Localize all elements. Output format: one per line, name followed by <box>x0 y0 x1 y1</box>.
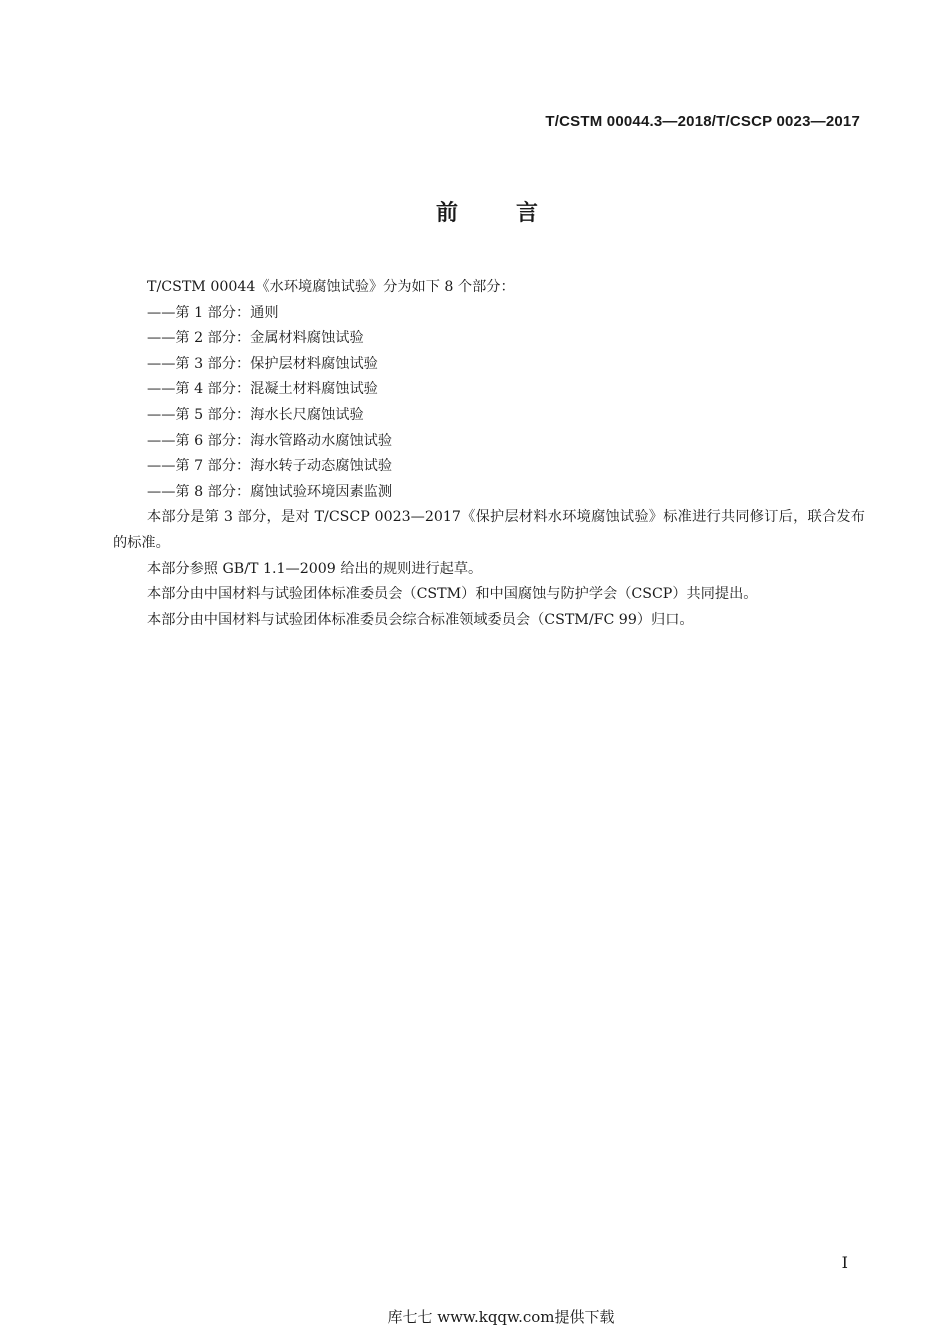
list-item: ——第 4 部分：混凝土材料腐蚀试验 <box>147 381 378 398</box>
standard-code: T/CSTM 00044.3—2018/T/CSCP 0023—2017 <box>545 113 860 130</box>
footer-watermark: 库七七 www.kqqw.com提供下载 <box>387 1308 615 1326</box>
page-number: I <box>841 1253 848 1272</box>
list-item: ——第 7 部分：海水转子动态腐蚀试验 <box>147 458 393 475</box>
proposer-paragraph: 本部分由中国材料与试验团体标准委员会（CSTM）和中国腐蚀与防护学会（CSCP）共同提出。 <box>147 586 758 603</box>
list-item: ——第 2 部分：金属材料腐蚀试验 <box>147 330 364 347</box>
page-title: 前言 <box>435 201 596 226</box>
list-item: ——第 3 部分：保护层材料腐蚀试验 <box>147 355 378 372</box>
intro-paragraph: T/CSTM 00044《水环境腐蚀试验》分为如下 8 个部分： <box>147 279 515 295</box>
centralized-by-paragraph: 本部分由中国材料与试验团体标准委员会综合标准领域委员会（CSTM/FC 99）归口。 <box>147 611 694 628</box>
scope-paragraph: 本部分是第 3 部分，是对 T/CSCP 0023—2017《保护层材料水环境腐蚀试验》标准进行共同修订后，联合发布的标准。 <box>113 509 865 551</box>
list-item: ——第 8 部分：腐蚀试验环境因素监测 <box>147 483 393 500</box>
document-body <box>113 275 865 633</box>
list-item: ——第 5 部分：海水长尺腐蚀试验 <box>147 406 364 423</box>
list-item: ——第 1 部分：通则 <box>147 304 279 321</box>
list-item: ——第 6 部分：海水管路动水腐蚀试验 <box>147 432 393 449</box>
drafting-rules-paragraph: 本部分参照 GB/T 1.1—2009 给出的规则进行起草。 <box>147 560 483 577</box>
parts-list <box>113 301 865 506</box>
